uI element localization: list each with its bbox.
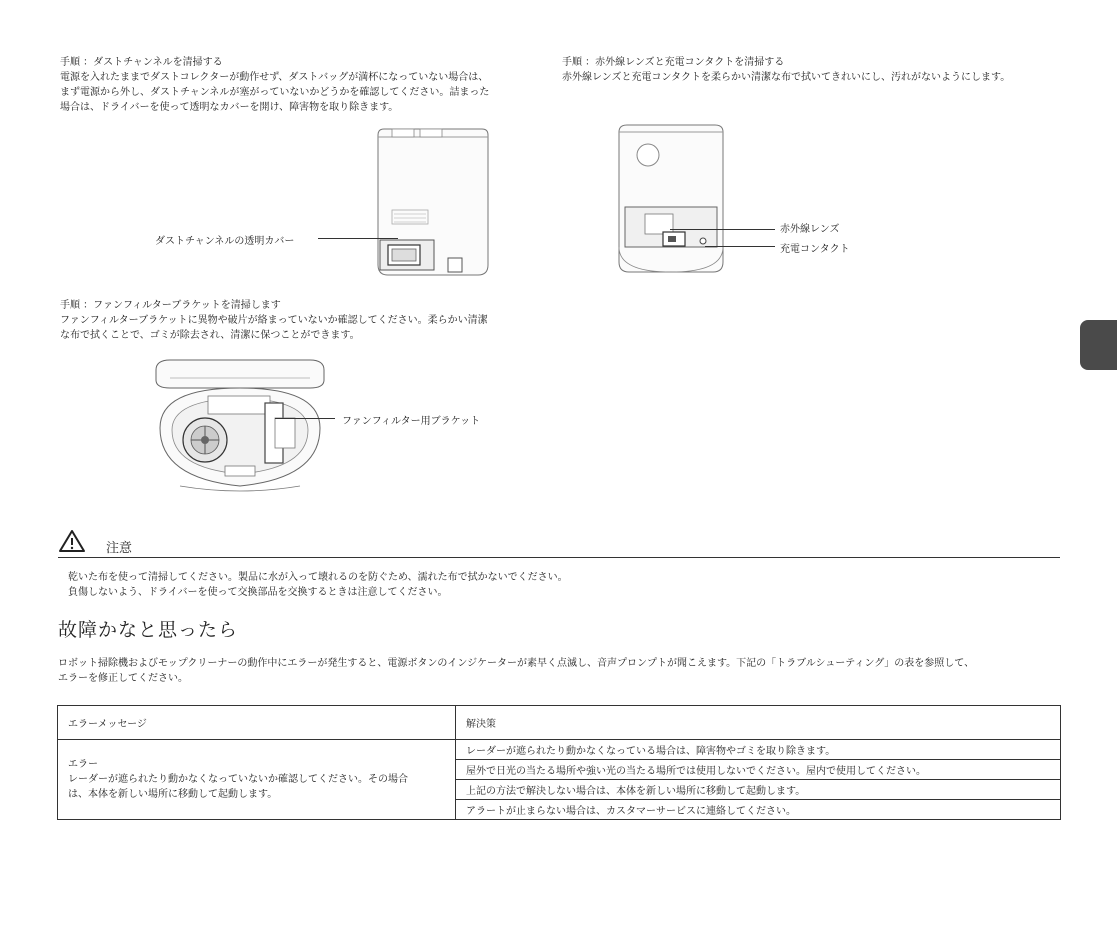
dust-callout-label: ダストチャンネルの透明カバー (155, 236, 295, 247)
step-dust-line-1: 電源を入れたままでダストコレクターが動作せず、ダストバッグが満杯になっていない場合は、 (60, 72, 489, 83)
solution-3: 上記の方法で解決しない場合は、本体を新しい場所に移動して起動します。 (456, 780, 1061, 800)
table-header-row (58, 706, 1061, 740)
header-message: エラーメッセージ (58, 706, 456, 740)
dust-callout-line (318, 238, 398, 239)
header-solution: 解決策 (456, 706, 1061, 740)
charging-dock-illustration (615, 122, 730, 277)
step-dust-line-2: まず電源から外し、ダストチャンネルが塞がっていないかどうかを確認してください。詰まった (60, 87, 490, 98)
step-ir-line-1: 赤外線レンズと充電コンタクトを柔らかい清潔な布で拭いてきれいにし、汚れがないようにします。 (562, 72, 1011, 83)
contact-callout-line (705, 246, 775, 247)
caution-divider (58, 557, 1060, 558)
solution-2: 屋外で日光の当たる場所や強い光の当たる場所では使用しないでください。屋内で使用してください。 (456, 760, 1061, 780)
step-dust-title: 手順 ：ダストチャンネルを清掃する (60, 57, 223, 68)
step-ir-lens (562, 55, 1082, 85)
troubleshoot-table (57, 705, 1061, 820)
caution-line-1: 乾いた布を使って清掃してください。製品に水が入って壊れるのを防ぐため、濡れた布で拭かないでください。 (68, 572, 568, 583)
step-fan-line-1: ファンフィルターブラケットに異物や破片が絡まっていないか確認してください。柔らかい清潔 (60, 315, 488, 326)
step-fan-title: 手順 ：ファンフィルターブラケットを清掃します (60, 300, 281, 311)
warning-icon (58, 529, 86, 553)
error-label: エラー (68, 759, 98, 770)
step-dust-line-3: 場合は、ドライバーを使って透明なカバーを開け、障害物を取り除きます。 (60, 102, 399, 113)
step-fan-line-2: な布で拭くことで、ゴミが除去され、清潔に保つことができます。 (60, 330, 360, 341)
solution-4: アラートが止まらない場合は、カスタマーサービスに連絡してください。 (456, 800, 1061, 820)
fan-filter-illustration (150, 358, 330, 498)
intro-line-1: ロボット掃除機およびモップクリーナーの動作中にエラーが発生すると、電源ボタンのインジケーターが素早く点滅し、音声プロンプトが聞こえます。下記の「トラブルシューティング」の表を参照して、 (58, 658, 975, 669)
lens-callout-line (670, 229, 775, 230)
table-row (58, 740, 1061, 760)
step-ir-title: 手順 ：赤外線レンズと充電コンタクトを清掃する (562, 57, 785, 68)
step-fan-filter (60, 298, 550, 343)
troubleshoot-heading: 故障かなと思ったら (58, 619, 239, 641)
chapter-tab (1080, 320, 1117, 370)
step-dust-channel (60, 55, 540, 115)
caution-line-2: 負傷しないよう、ドライバーを使って交換部品を交換するときは注意してください。 (68, 587, 448, 598)
error-desc-2: は、本体を新しい場所に移動して起動します。 (68, 789, 278, 800)
error-cell (58, 740, 456, 820)
dust-station-illustration (370, 125, 500, 280)
contact-callout-label: 充電コンタクト (780, 244, 850, 255)
caution-text (68, 570, 1048, 600)
fan-callout-line (275, 418, 335, 419)
fan-callout-label: ファンフィルター用ブラケット (342, 416, 481, 427)
lens-callout-label: 赤外線レンズ (780, 224, 840, 235)
troubleshoot-intro (58, 656, 1068, 686)
intro-line-2: エラーを修正してください。 (58, 673, 188, 684)
error-desc-1: レーダーが遮られたり動かなくなっていないか確認してください。その場合 (68, 774, 408, 785)
caution-title: 注意 (106, 541, 133, 556)
solution-1: レーダーが遮られたり動かなくなっている場合は、障害物やゴミを取り除きます。 (456, 740, 1061, 760)
